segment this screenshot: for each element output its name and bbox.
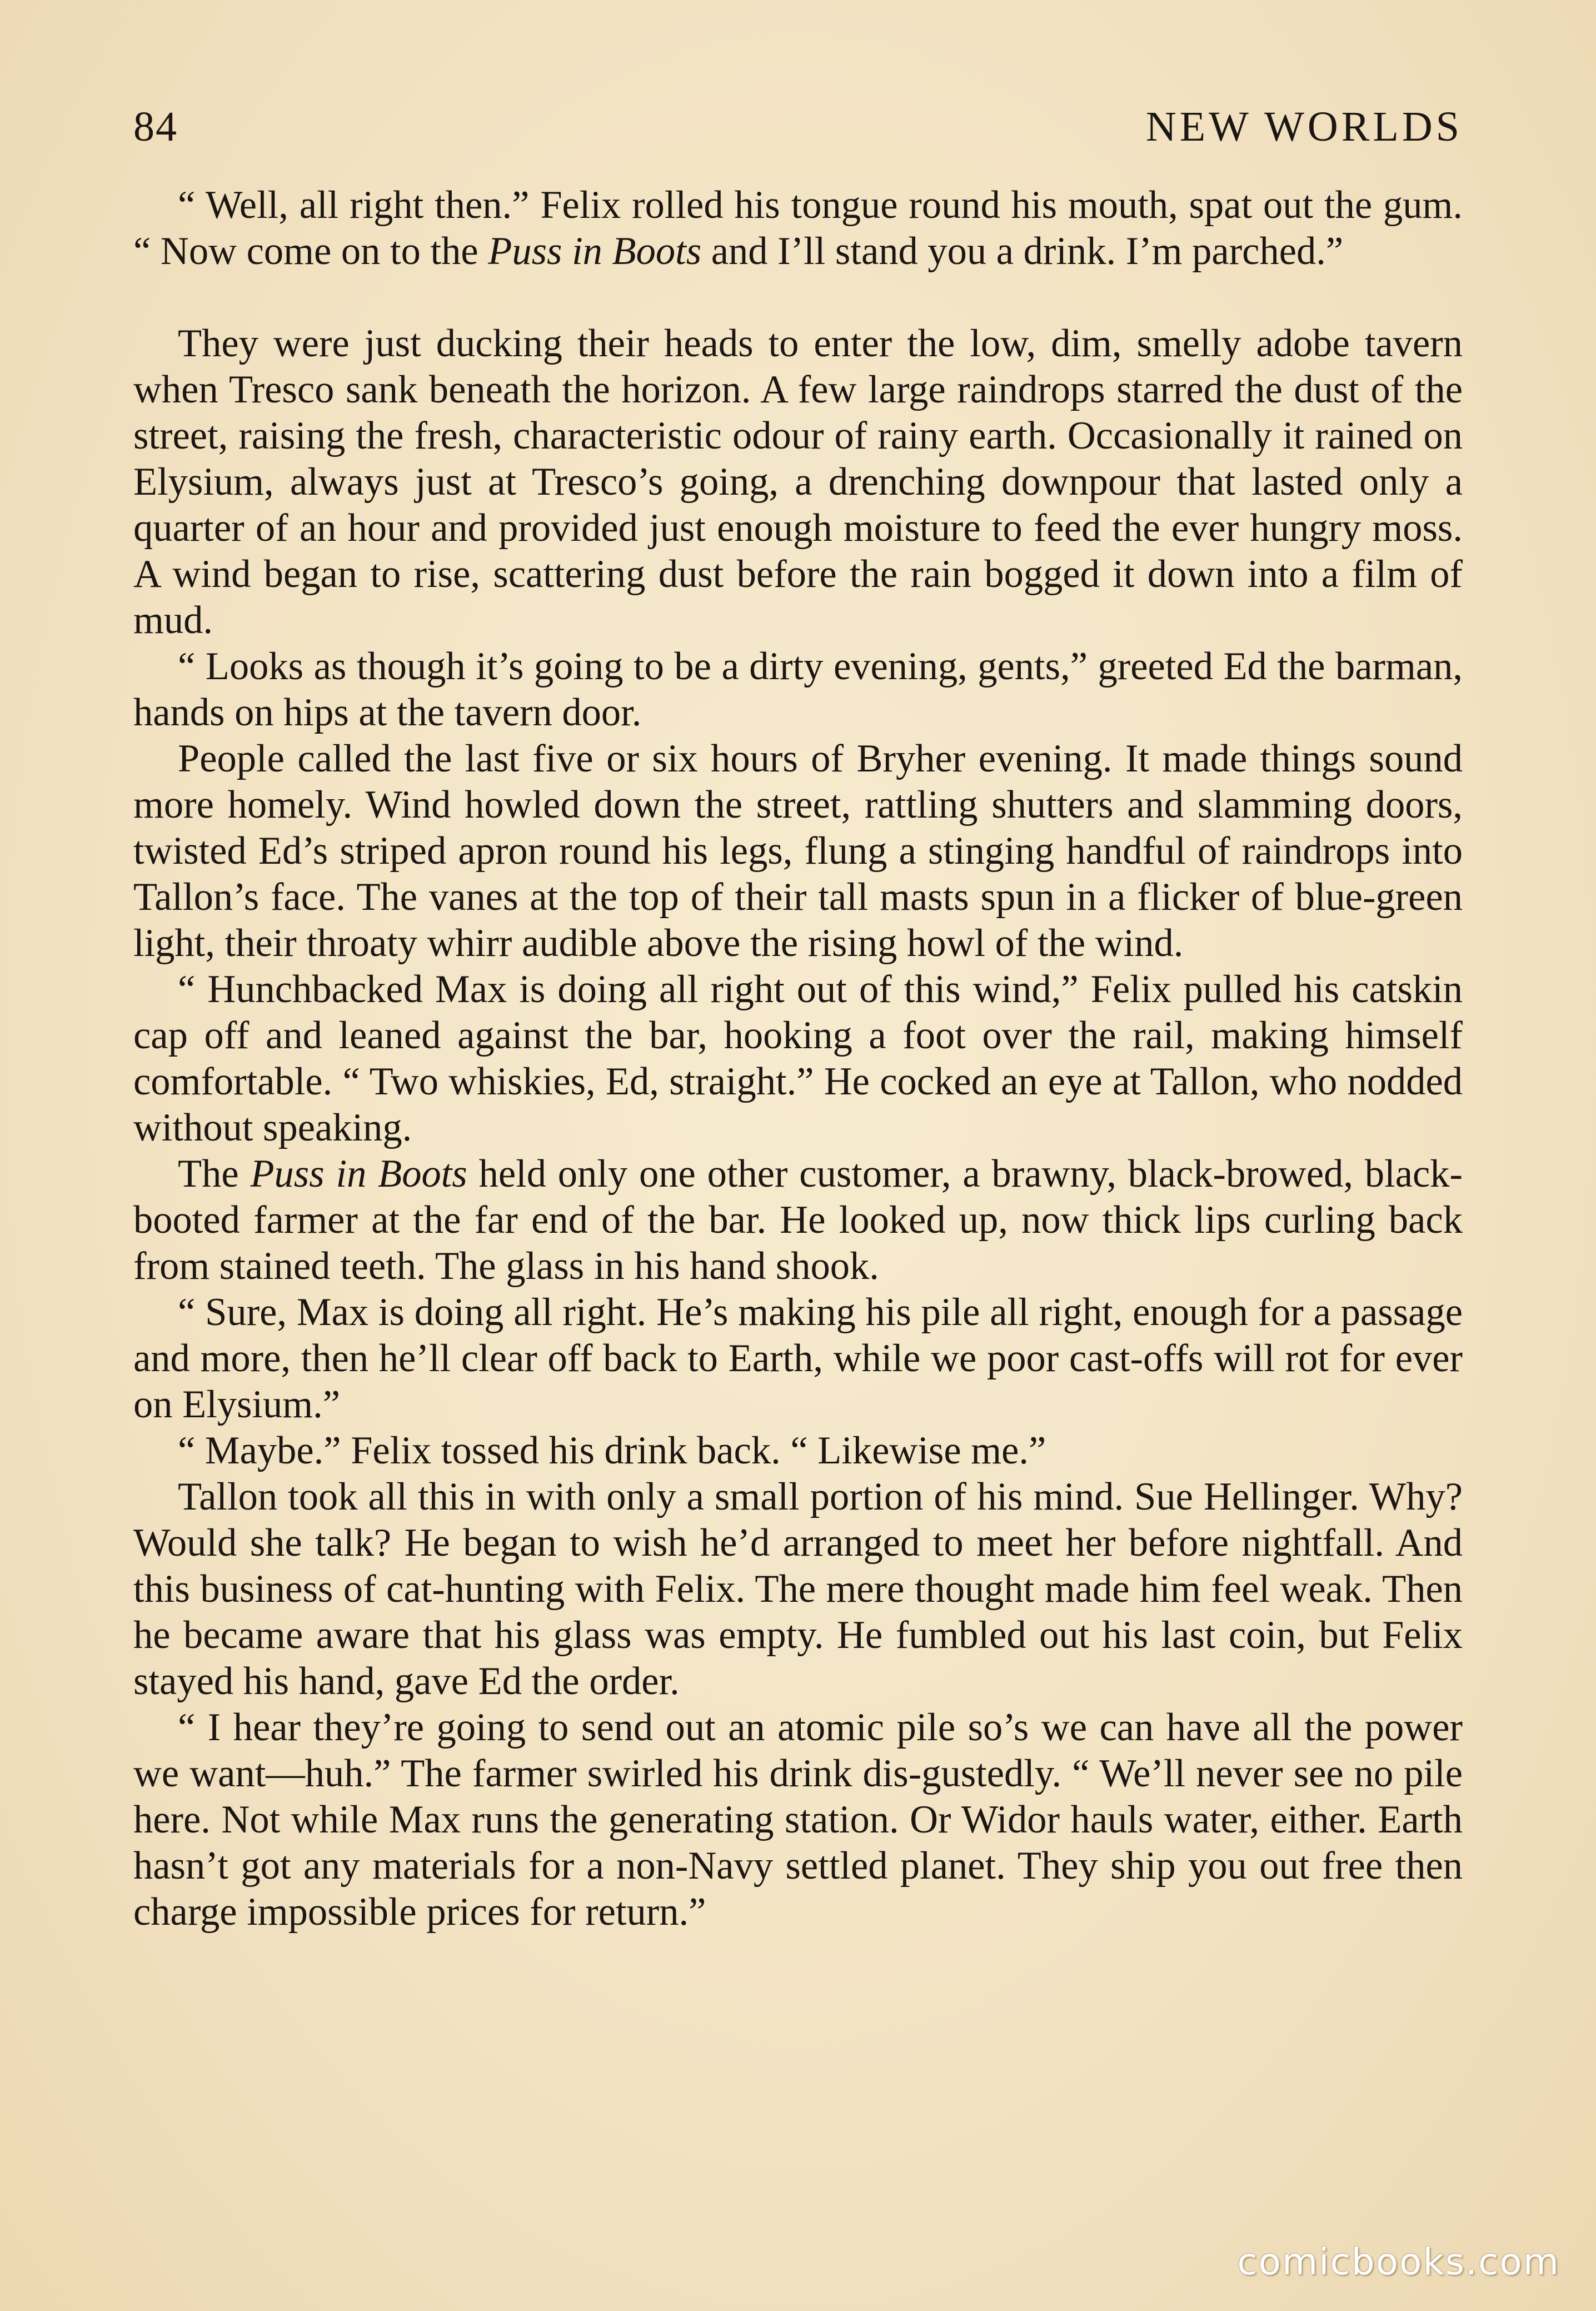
running-title: NEW WORLDS (1145, 103, 1463, 150)
body-text (133, 182, 1463, 1935)
book-page (133, 103, 1463, 1935)
paragraph: “ Hunchbacked Max is doing all right out of this wind,” Felix pulled his catskin cap off and leaned against the bar, hooking a foot over the rail, making himself comfortable. “ Two whiskies, Ed, straight.” He cocked an eye at Tallon, who nodded without speaking. (133, 968, 1463, 1149)
paragraph: “ I hear they’re going to send out an atomic pile so’s we can have all the power we want—huh.” The farmer swirled his drink dis-gustedly. “ We’ll never see no pile here. Not while Max runs the generating station. Or Widor hauls water, either. Earth hasn’t got any materials for a non-Navy settled planet. They ship you out free then charge impossible prices for return.” (133, 1706, 1463, 1934)
paragraph: “ Sure, Max is doing all right. He’s making his pile all right, enough for a passage and more, then he’ll clear off back to Earth, while we poor cast-offs will rot for ever on Elysium.” (133, 1291, 1463, 1426)
paragraph: People called the last five or six hours of Bryher evening. It made things sound more homely. Wind howled down the street, rattling shutters and slamming doors, twisted Ed’s striped apron round his legs, flung a stinging handful of raindrops into Tallon’s face. The vanes at the top of their tall masts spun in a flicker of blue-green light, their throaty whirr audible above the rising howl of the wind. (133, 737, 1463, 965)
running-header (133, 103, 1463, 150)
paragraph: “ Well, all right then.” Felix rolled his tongue round his mouth, spat out the gum. “ Now come on to the Puss in Boots and I’ll stand you a drink. I’m parched.” (133, 183, 1463, 273)
paragraph: They were just ducking their heads to enter the low, dim, smelly adobe tavern when Tresco sank beneath the horizon. A few large raindrops starred the dust of the street, raising the fresh, characteristic odour of rainy earth. Occasionally it rained on Elysium, always just at Tresco’s going, a drenching downpour that lasted only a quarter of an hour and provided just enough moisture to feed the ever hungry moss. A wind began to rise, scattering dust before the rain bogged it down into a film of mud. (133, 322, 1463, 642)
paragraph: “ Looks as though it’s going to be a dirty evening, gents,” greeted Ed the barman, hands on hips at the tavern door. (133, 645, 1463, 734)
paragraph: Tallon took all this in with only a small portion of his mind. Sue Hellinger. Why? Would she talk? He began to wish he’d arranged to meet her before nightfall. And this business of cat-hunting with Felix. The mere thought made him feel weak. Then he became aware that his glass was empty. He fumbled out his last coin, but Felix stayed his hand, gave Ed the order. (133, 1475, 1463, 1703)
watermark: comicbooks.com (1237, 2240, 1560, 2283)
paragraph: “ Maybe.” Felix tossed his drink back. “ Likewise me.” (178, 1429, 1046, 1472)
paragraph: The Puss in Boots held only one other customer, a brawny, black-browed, black-booted farmer at the far end of the bar. He looked up, now thick lips curling back from stained teeth. The glass in his hand shook. (133, 1152, 1463, 1288)
page-number: 84 (133, 103, 178, 150)
